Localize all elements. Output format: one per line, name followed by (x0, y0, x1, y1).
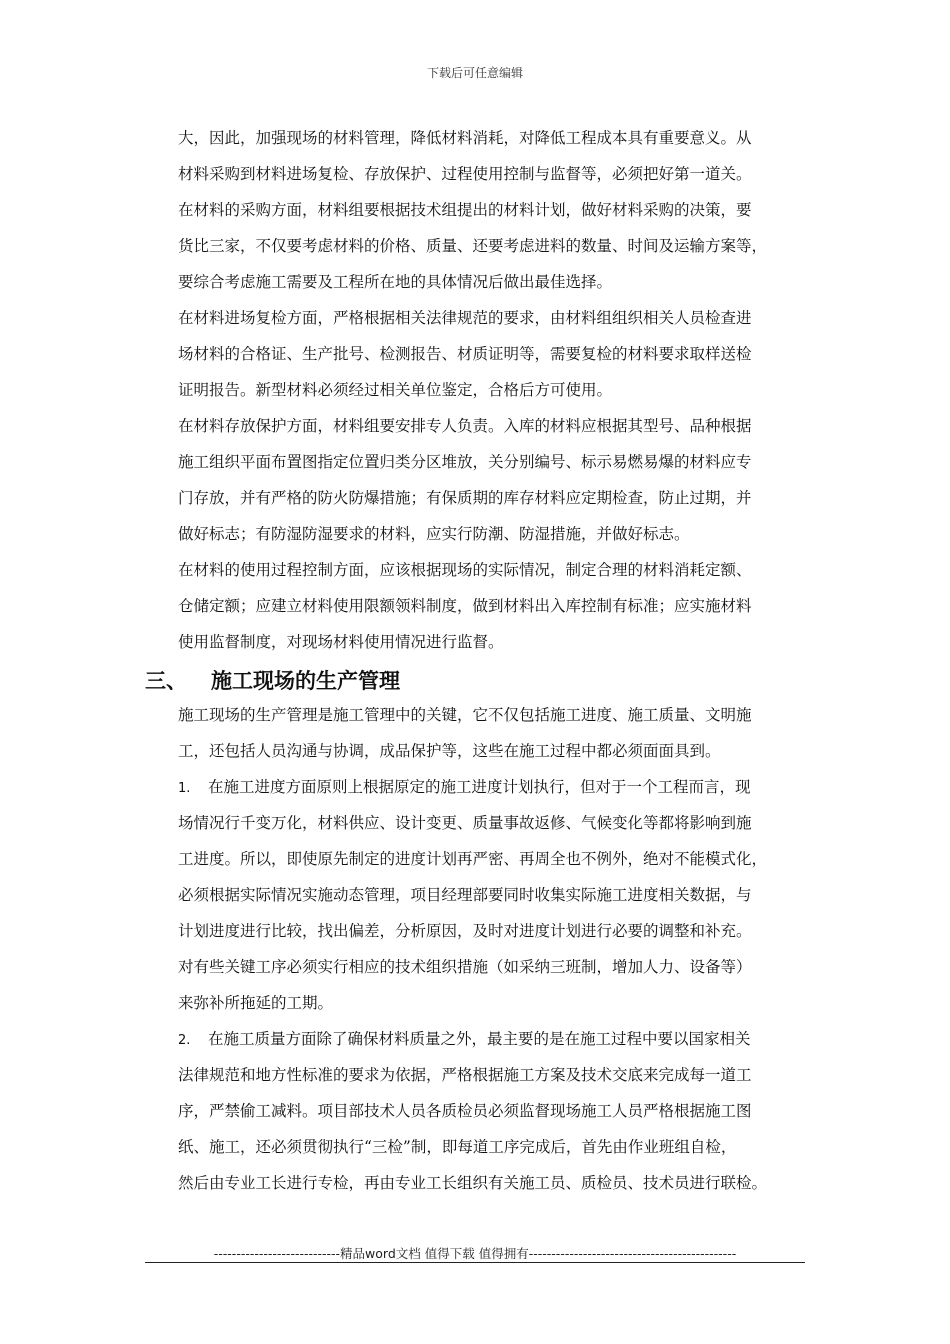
text-line: 在材料的采购方面，材料组要根据技术组提出的材料计划，做好材料采购的决策，要 (178, 201, 752, 219)
text-line: 必须根据实际情况实施动态管理，项目经理部要同时收集实际施工进度相关数据，与 (178, 886, 752, 904)
text-line: 工，还包括人员沟通与协调，成品保护等，这些在施工过程中都必须面面具到。 (178, 742, 721, 760)
section-heading (145, 665, 400, 695)
text-line: 材料采购到材料进场复检、存放保护、过程使用控制与监督等，必须把好第一道关。 (178, 165, 752, 183)
text-line: 施工现场的生产管理是施工管理中的关键，它不仅包括施工进度、施工质量、文明施 (178, 706, 752, 724)
text-line: 来弥补所拖延的工期。 (178, 994, 334, 1012)
text-line: 法律规范和地方性标准的要求为依据，严格根据施工方案及技术交底来完成每一道工 (178, 1066, 752, 1084)
text-line: 在材料进场复检方面，严格根据相关法律规范的要求，由材料组组织相关人员检查进 (178, 309, 752, 327)
page-footer: ----------------------------精品word文档 值得下载 值得拥有---------------------------------------------- (213, 1246, 737, 1261)
list-number: 2. (178, 1033, 191, 1048)
text-line: 做好标志；有防湿防湿要求的材料，应实行防潮、防湿措施，并做好标志。 (178, 525, 690, 543)
text-line: 门存放，并有严格的防火防爆措施；有保质期的库存材料应定期检查，防止过期，并 (178, 489, 752, 507)
text-line: 要综合考虑施工需要及工程所在地的具体情况后做出最佳选择。 (178, 273, 613, 291)
text-line: 货比三家，不仅要考虑材料的价格、质量、还要考虑进料的数量、时间及运输方案等， (178, 237, 768, 255)
section-number: 三、 (145, 669, 187, 693)
text-line: 施工组织平面布置图指定位置归类分区堆放，关分别编号、标示易燃易爆的材料应专 (178, 453, 752, 471)
text-line: 对有些关键工序必须实行相应的技术组织措施（如采纳三班制，增加人力、设备等） (178, 958, 752, 976)
list-item-text: 在施工进度方面原则上根据原定的施工进度计划执行，但对于一个工程而言，现 (208, 778, 751, 796)
text-line: 工进度。所以，即使原先制定的进度计划再严密、再周全也不例外，绝对不能模式化， (178, 850, 768, 868)
text-line: 仓储定额；应建立材料使用限额领料制度，做到材料出入库控制有标准；应实施材料 (178, 597, 752, 615)
text-line: 计划进度进行比较，找出偏差，分析原因，及时对进度计划进行必要的调整和补充。 (178, 922, 752, 940)
text-line: 纸、施工，还必须贯彻执行“三检”制，即每道工序完成后，首先由作业班组自检， (178, 1138, 737, 1156)
footer-rule (145, 1262, 805, 1263)
list-item-text: 在施工质量方面除了确保材料质量之外，最主要的是在施工过程中要以国家相关 (208, 1030, 751, 1048)
text-line: 在材料存放保护方面，材料组要安排专人负责。入库的材料应根据其型号、品种根据 (178, 417, 752, 435)
page-header: 下载后可任意编辑 (426, 66, 523, 80)
text-line: 序，严禁偷工减料。项目部技术人员各质检员必须监督现场施工人员严格根据施工图 (178, 1102, 752, 1120)
text-line: 场材料的合格证、生产批号、检测报告、材质证明等，需要复检的材料要求取样送检 (178, 345, 752, 363)
text-line: 使用监督制度，对现场材料使用情况进行监督。 (178, 633, 504, 651)
text-line: 场情况行千变万化，材料供应、设计变更、质量事故返修、气候变化等都将影响到施 (178, 814, 752, 832)
text-line: 大，因此，加强现场的材料管理，降低材料消耗，对降低工程成本具有重要意义。从 (178, 129, 752, 147)
list-number: 1. (178, 781, 191, 796)
list-item (178, 777, 810, 799)
text-line: 然后由专业工长进行专检，再由专业工长组织有关施工员、质检员、技术员进行联检。 (178, 1174, 768, 1192)
text-line: 在材料的使用过程控制方面，应该根据现场的实际情况，制定合理的材料消耗定额、 (178, 561, 752, 579)
text-line: 证明报告。新型材料必须经过相关单位鉴定，合格后方可使用。 (178, 381, 613, 399)
section-title: 施工现场的生产管理 (211, 669, 400, 693)
list-item (178, 1029, 810, 1051)
